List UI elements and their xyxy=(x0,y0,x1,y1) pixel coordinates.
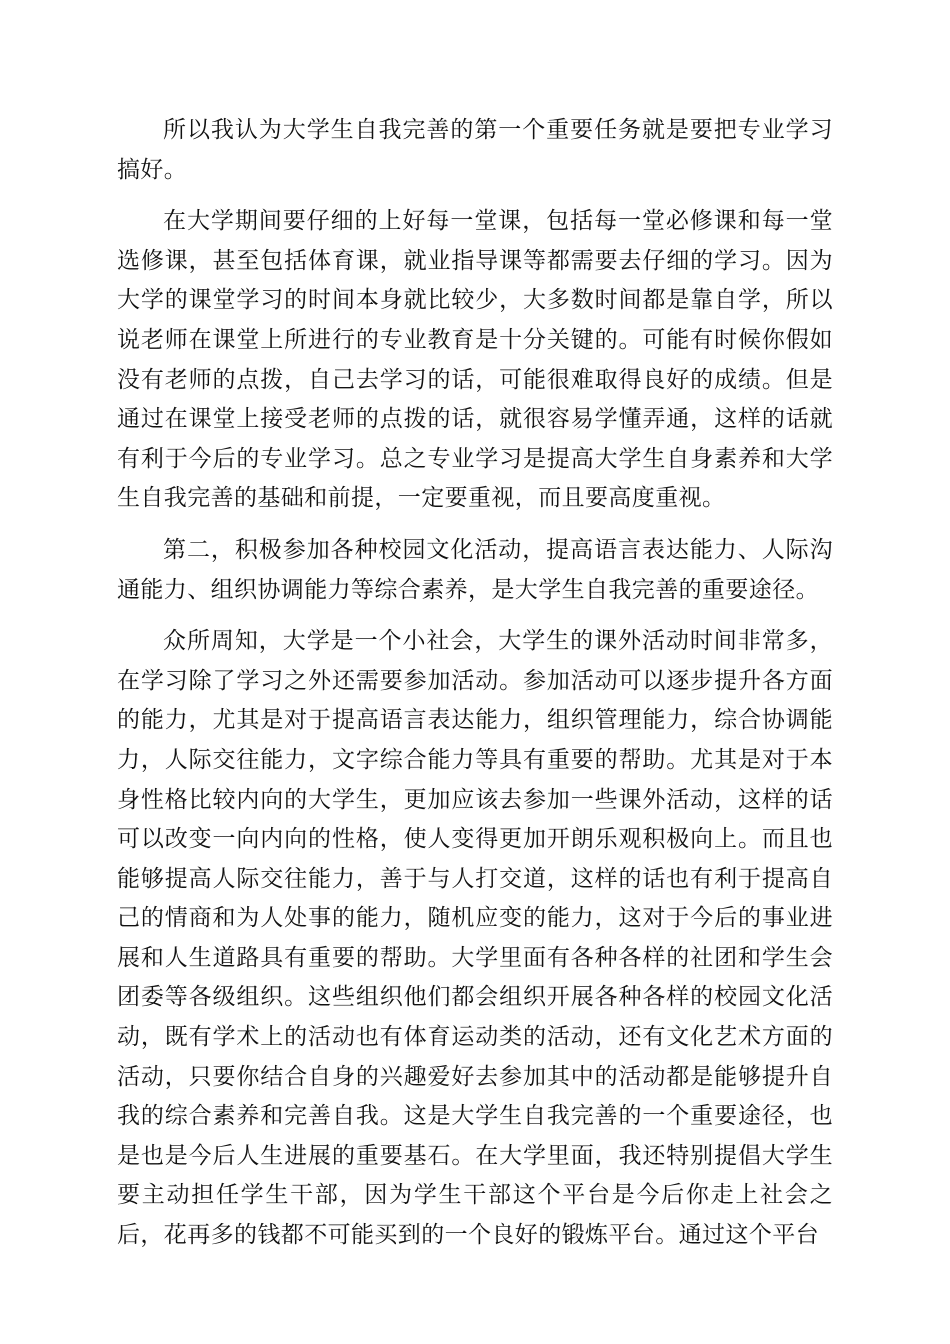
paragraph-3: 第二，积极参加各种校园文化活动，提高语言表达能力、人际沟通能力、组织协调能力等综合素养，是大学生自我完善的重要途径。 xyxy=(117,536,833,603)
paragraph-4: 众所周知，大学是一个小社会，大学生的课外活动时间非常多，在学习除了学习之外还需要参加活动。参加活动可以逐步提升各方面的能力，尤其是对于提高语言表达能力，组织管理能力，综合协调能力，人际交往能力，文字综合能力等具有重要的帮助。尤其是对于本身性格比较内向的大学生，更加应该去参加一些课外活动，这样的话可以改变一向内向的性格，使人变得更加开朗乐观积极向上。而且也能够提高人际交往能力，善于与人打交道，这样的话也有利于提高自己的情商和为人处事的能力，随机应变的能力，这对于今后的事业进展和人生道路具有重要的帮助。大学里面有各种各样的社团和学生会团委等各级组织。这些组织他们都会组织开展各种各样的校园文化活动，既有学术上的活动也有体育运动类的活动，还有文化艺术方面的活动，只要你结合自身的兴趣爱好去参加其中的活动都是能够提升自我的综合素养和完善自我。这是大学生自我完善的一个重要途径，也是也是今后人生进展的重要基石。在大学里面，我还特别提倡大学生要主动担任学生干部，因为学生干部这个平台是今后你走上社会之后，花再多的钱都不可能买到的一个良好的锻炼平台。通过这个平台 xyxy=(117,628,833,1249)
paragraph-2: 在大学期间要仔细的上好每一堂课，包括每一堂必修课和每一堂选修课，甚至包括体育课，就业指导课等都需要去仔细的学习。因为大学的课堂学习的时间本身就比较少，大多数时间都是靠自学，所以说老师在课堂上所进行的专业教育是十分关键的。可能有时候你假如没有老师的点拨，自己去学习的话，可能很难取得良好的成绩。但是通过在课堂上接受老师的点拨的话，就很容易学懂弄通，这样的话就有利于今后的专业学习。总之专业学习是提高大学生自身素养和大学生自我完善的基础和前提，一定要重视，而且要高度重视。 xyxy=(117,208,833,512)
paragraph-1: 所以我认为大学生自我完善的第一个重要任务就是要把专业学习搞好。 xyxy=(117,117,833,183)
document-body xyxy=(117,111,833,1268)
